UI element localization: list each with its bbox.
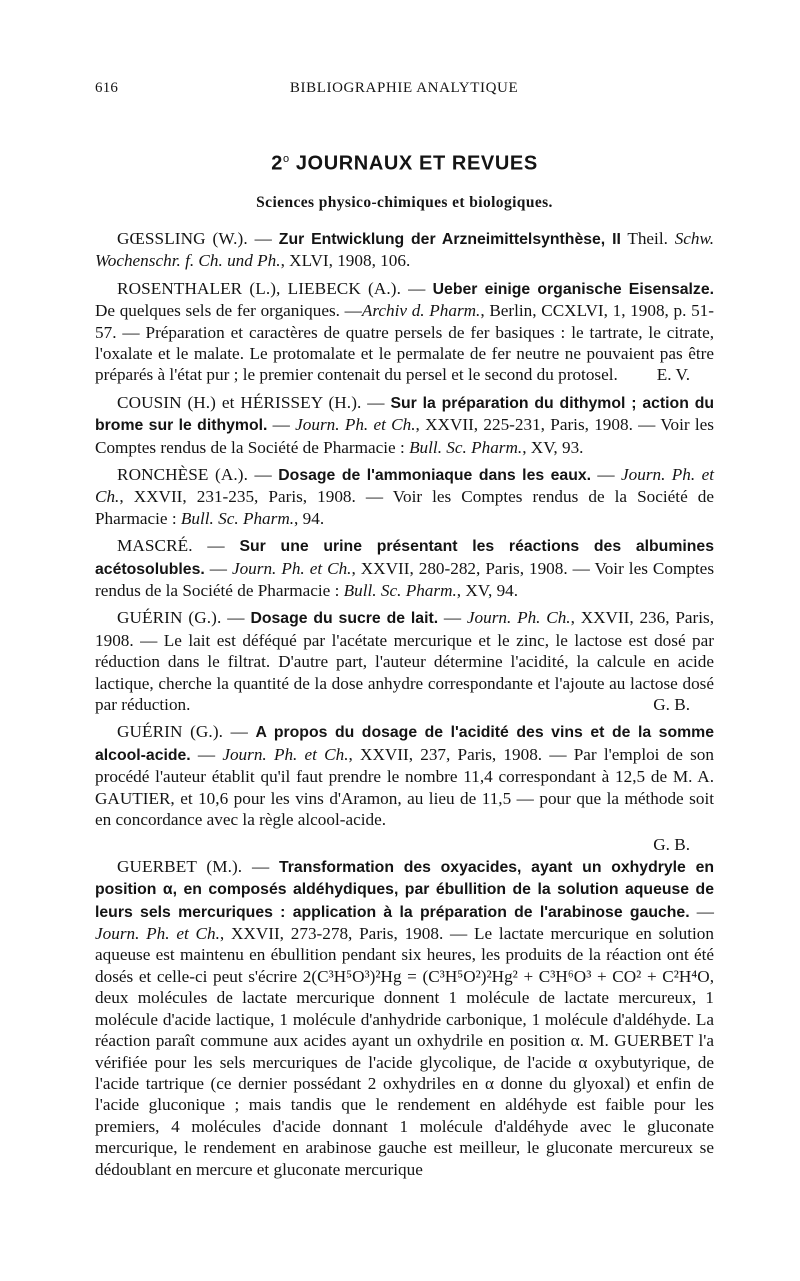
entry-authors: GUÉRIN (G.). — bbox=[117, 722, 256, 742]
entry-authors: GUÉRIN (G.). — bbox=[117, 608, 251, 628]
entry-source: Archiv d. Pharm. bbox=[361, 301, 481, 321]
entry-title: Zur Entwicklung der Arzneimittelsynthèse, II bbox=[278, 230, 621, 248]
section-title-text: JOURNAUX ET REVUES bbox=[295, 153, 538, 176]
entry-pre-source: — bbox=[204, 558, 232, 578]
entry-ref-2: , XV, 93. bbox=[522, 437, 584, 457]
entry-title: Sur une urine présentant les réactions des albumines acétosolubles. bbox=[95, 538, 714, 578]
entry-ref: , XXVII, 280-282, Paris, 1908. — Voir les Comptes rendus de la Société de Pharmacie : bbox=[95, 558, 715, 600]
entry-title: Dosage de l'ammoniaque dans les eaux. bbox=[278, 466, 592, 484]
entry-source-2: Bull. Sc. Pharm. bbox=[409, 437, 523, 457]
entry-rosenthaler bbox=[95, 278, 714, 386]
entry-title: A propos du dosage de l'acidité des vins et de la somme alcool-acide. bbox=[95, 724, 714, 764]
page-number: 616 bbox=[95, 80, 119, 96]
entry-guerin-vins bbox=[95, 721, 714, 830]
entry-pre-source: — bbox=[267, 415, 296, 435]
entry-authors: ROSENTHALER (L.), LIEBECK (A.). — bbox=[117, 278, 433, 298]
entry-title: Dosage du sucre de lait. bbox=[250, 610, 439, 628]
section-ordinal: o bbox=[282, 153, 290, 166]
subsection-title: Sciences physico-chimiques et biologiques. bbox=[256, 194, 553, 212]
entry-source: Journ. Ph. et Ch. bbox=[295, 415, 416, 435]
entry-ref: , XXVII, 273-278, Paris, 1908. — Le lactate mercurique en solution aqueuse est maintenu en ébullition pendant six heures, les produits de la réaction ont été dosés et celle-ci peut s'écrire 2(C³H⁵O³)²Hg = (C³H⁵O²)²Hg² + C³H⁶O³ + CO² + C²H⁴O, deux molécules de lactate mercurique donnent 1 molécule de lactate mercureux, 1 molécule d'acide lactique, 1 molécule d'anhydride carbonique, 1 molécule d'aldéhyde. La réaction paraît commune aux acides ayant un oxhydrile en position α. M. GUERBET l'a vérifiée pour les sels mercuriques de l'acide glycolique, de l'acide α oxybutyrique, de l'acide tartrique (ce dernier possédant 2 oxhydriles en α donne du glyoxal) et enfin de l'acide gluconique ; mais tandis que le rendement en aldéhyde est faible pour les premiers, 4 molécules d'acide donnant 1 molécule d'aldéhyde avec le gluconate mercurique, le rendement en arabinose gauche est meilleur, le gluconate mercureux se dédoublant en mercure et gluconate mercurique bbox=[95, 924, 714, 1179]
entry-source-2: Bull. Sc. Pharm. bbox=[180, 508, 295, 528]
entry-initials: G. B. bbox=[653, 695, 690, 714]
entry-pre-source: — bbox=[438, 608, 467, 628]
entry-ref: , Berlin, CCXLVI, 1, 1908, p. 51-57. — Préparation et caractères de quatre persels de fer basiques : le tartrate, le citrate, l'oxalate et le malate. Le protomalate et le permalate de fer neutre ne pouvaient pas être préparés à l'état pur ; le premier contenait du persel et le second du protosel. bbox=[95, 301, 714, 385]
entry-ref: , XXVII, 225-231, Paris, 1908. — Voir les Comptes rendus de la Société de Pharmacie : bbox=[95, 415, 714, 457]
entry-source: Schw. Wochenschr. f. Ch. und Ph. bbox=[95, 228, 715, 271]
entry-pre-source: Theil. bbox=[620, 228, 675, 248]
entry-pre-source: — bbox=[591, 464, 622, 484]
entry-ref: , XLVI, 1908, 106. bbox=[280, 251, 411, 271]
entry-authors: RONCHÈSE (A.). — bbox=[117, 464, 279, 484]
entry-source-2: Bull. Sc. Pharm. bbox=[343, 580, 457, 600]
entry-pre-source: — bbox=[689, 901, 714, 921]
entry-ref: , XXVII, 236, Paris, 1908. — Le lait est déféqué par l'acétate mercurique et le zinc, le lactose est dosé par réduction dans le filtrat. D'autre part, l'auteur détermine l'acidité, la calcule en acide lactique, cherche la quantité de la dose anhydre correspondante et l'ajoute au lactose dosé par réduction. bbox=[95, 608, 715, 714]
section-number: 2 bbox=[271, 153, 283, 176]
running-title: BIBLIOGRAPHIE ANALYTIQUE bbox=[289, 80, 519, 96]
entry-title: Ueber einige organische Eisensalze. bbox=[432, 280, 714, 298]
entry-guerin-lait bbox=[95, 607, 714, 715]
entry-guerbet bbox=[95, 856, 714, 1180]
section-title bbox=[95, 149, 714, 175]
entry-authors: GŒSSLING (W.). — bbox=[117, 228, 279, 248]
entry-ronchese bbox=[95, 464, 714, 529]
entry-goessling bbox=[95, 228, 714, 272]
entry-mascre bbox=[95, 535, 714, 601]
entry-source: Journ. Ph. Ch. bbox=[466, 608, 571, 628]
entry-pre-source: De quelques sels de fer organiques. — bbox=[95, 301, 362, 321]
entry-ref-2: , XV, 94. bbox=[456, 580, 519, 600]
entry-source: Journ. Ph. et Ch. bbox=[222, 744, 349, 764]
entry-source: Journ. Ph. et Ch. bbox=[231, 558, 352, 578]
entry-cousin bbox=[95, 392, 714, 458]
entry-ref: , XXVII, 237, Paris, 1908. — Par l'emploi de son procédé l'auteur établit qu'il faut prendre le nombre 11,4 correspondant à 12,5 de M. A. GAUTIER, et 10,6 pour les vins d'Aramon, au lieu de 11,5 — pour que la méthode soit en concordance avec la règle alcool-acide. bbox=[95, 744, 714, 830]
running-head bbox=[95, 78, 714, 99]
entry-authors: MASCRÉ. — bbox=[117, 536, 240, 556]
entry-initials: G. B. bbox=[653, 835, 690, 855]
entry-ref: , XXVII, 231-235, Paris, 1908. — Voir les Comptes rendus de la Société de Pharmacie : bbox=[95, 487, 714, 528]
entry-source: Journ. Ph. et Ch. bbox=[95, 924, 220, 944]
entry-authors: COUSIN (H.) et HÉRISSEY (H.). — bbox=[117, 392, 391, 412]
entry-title: Transformation des oxyacides, ayant un oxhydryle en position α, en composés aldéhydiques, par ébullition de la solution aqueuse de leurs sels mercuriques : application à la préparation de l'arabinose gauche. bbox=[95, 858, 714, 921]
entry-title: Sur la préparation du dithymol ; action du brome sur le dithymol. bbox=[95, 394, 714, 435]
entry-authors: GUERBET (M.). — bbox=[117, 856, 279, 876]
entry-pre-source: — bbox=[190, 744, 223, 764]
entry-ref-2: , 94. bbox=[294, 508, 325, 528]
entry-initials: E. V. bbox=[656, 365, 690, 385]
entry-source: Journ. Ph. et Ch. bbox=[95, 464, 715, 507]
